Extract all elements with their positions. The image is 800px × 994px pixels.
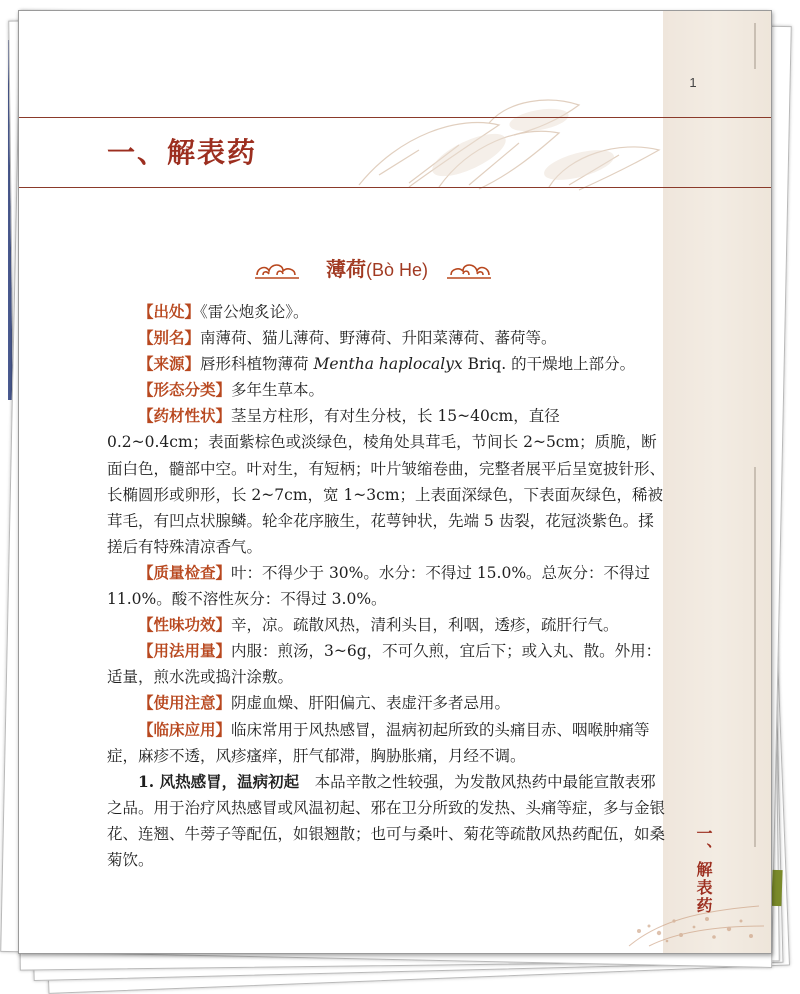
- herb-monograph-body: [107, 299, 665, 873]
- section-usage: [107, 638, 665, 690]
- book-page: [18, 10, 772, 954]
- section-label: 【别名】: [138, 328, 201, 348]
- section-text: 辛，凉。疏散风热，清利头目，利咽，透疹，疏肝行气。: [231, 616, 619, 635]
- side-chapter-label: 一、解表药: [694, 825, 713, 915]
- section-source: [107, 299, 665, 325]
- section-text: 唇形科植物薄荷: [200, 355, 314, 374]
- section-label: 【使用注意】: [138, 693, 232, 713]
- herb-heading: [255, 249, 491, 289]
- section-label: 【质量检查】: [138, 562, 232, 582]
- clinical-item-1: [107, 769, 665, 873]
- latin-name: Mentha haplocalyx: [313, 355, 463, 374]
- back-page-edge: [771, 870, 782, 906]
- section-label: 【形态分类】: [138, 380, 232, 400]
- section-label: 【出处】: [138, 302, 201, 321]
- section-text: 多年生草本。: [231, 381, 325, 400]
- chapter-title: 一、解表药: [107, 136, 258, 169]
- section-label: 【药材性状】: [138, 406, 232, 426]
- chapter-rule-top: [19, 117, 771, 118]
- section-origin: [107, 351, 665, 377]
- cloud-ornament-right-icon: [447, 259, 491, 281]
- section-clinical: [107, 717, 665, 769]
- margin-rule: [754, 23, 756, 69]
- section-label: 【用法用量】: [138, 641, 232, 661]
- herb-title: [307, 253, 447, 282]
- section-label: 【来源】: [138, 354, 201, 374]
- margin-rule: [754, 467, 756, 847]
- herb-pinyin: (Bò He): [365, 260, 428, 280]
- corner-floral-decoration: [619, 891, 769, 951]
- cloud-ornament-left-icon: [255, 259, 299, 281]
- section-text: 《雷公炮炙论》。: [200, 303, 309, 321]
- section-caution: [107, 690, 665, 716]
- ginkgo-leaf-decoration-icon: [319, 95, 699, 195]
- item-heading: 1. 风热感冒，温病初起: [138, 771, 300, 791]
- section-quality: [107, 560, 665, 612]
- section-nature: [107, 612, 665, 638]
- section-properties: [107, 403, 665, 560]
- section-label: 【临床应用】: [138, 719, 232, 739]
- section-label: 【性味功效】: [138, 615, 232, 635]
- section-text: Briq. 的干燥地上部分。: [462, 355, 636, 374]
- page-number: 1: [689, 75, 697, 90]
- section-text: 临床常用于风热感冒，温病初起所致的头痛目赤、咽喉肿痛等症，麻疹不透，风疹瘙痒，肝气郁滞，胸胁胀痛，月经不调。: [107, 720, 650, 765]
- section-classification: [107, 377, 665, 403]
- section-text: 阴虚血燥、肝阳偏亢、表虚汗多者忌用。: [231, 694, 511, 713]
- chapter-rule-bottom: [19, 187, 771, 188]
- section-alias: [107, 325, 665, 351]
- section-text: 茎呈方柱形，有对生分枝，长 15~40cm，直径 0.2~0.4cm；表面紫棕色或淡绿色，棱角处具茸毛，节间长 2~5cm；质脆，断面白色，髓部中空。叶对生，有短柄；叶片皱缩卷曲，完整者展平后呈宽披针形、长椭圆形或卵形，长 2~7cm，宽 1~3cm；上表面深绿色，下表面灰绿色，稀被茸毛，有凹点状腺鳞。轮伞花序腋生，花萼钟状，先端 5 齿裂，花冠淡紫色。揉搓后有特殊清凉香气。: [107, 407, 666, 556]
- section-text: 叶：不得少于 30%。水分：不得过 15.0%。总灰分：不得过 11.0%。酸不溶性灰分：不得过 3.0%。: [107, 563, 651, 609]
- item-text: 本品辛散之性较强，为发散风热药中最能宣散表邪之品。用于治疗风热感冒或风温初起、邪在卫分所致的发热、头痛等症，多与金银花、连翘、牛蒡子等配伍，如银翘散；也可与桑叶、菊花等疏散风热药配伍，如桑菊饮。: [107, 772, 666, 869]
- section-text: 南薄荷、猫儿薄荷、野薄荷、升阳菜薄荷、蕃荷等。: [200, 329, 557, 348]
- section-text: 内服：煎汤，3~6g，不可久煎，宜后下；或入丸、散。外用：适量，煎水洗或捣汁涂敷。: [107, 642, 662, 687]
- herb-name: 薄荷: [325, 257, 366, 281]
